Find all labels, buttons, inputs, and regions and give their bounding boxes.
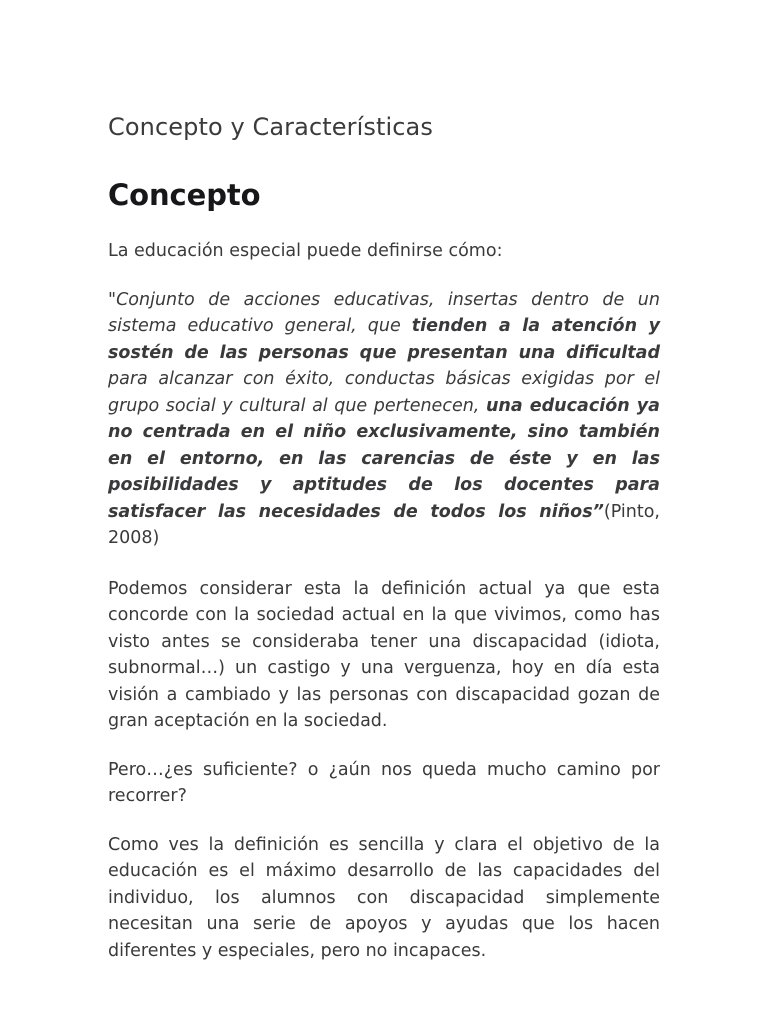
body-paragraph-1: Podemos considerar esta la definición actual ya que esta concorde con la sociedad actual en la que vivimos, como has visto antes se consideraba tener una discapacidad (idiota, subnormal…) un castigo y una verguenza, hoy en día esta visión a cambiado y las personas con discapacidad gozan de gran aceptación en la sociedad. [108, 578, 660, 731]
body-paragraph-3: Como ves la definición es sencilla y clara el objetivo de la educación es el máximo desarrollo de las capacidades del individuo, los alumnos con discapacidad simplemente necesitan una serie de apoyos y ayudas que los hacen diferentes y especiales, pero no incapaces. [108, 834, 660, 961]
quote-close-mark: ” [592, 501, 604, 522]
body-paragraph-2: Pero…¿es suficiente? o ¿aún nos queda mucho camino por recorrer? [108, 759, 660, 806]
blockquote-definition [108, 287, 660, 552]
document-content [108, 112, 660, 964]
quote-bold-segment-2: una educación ya no centrada en el niño exclusivamente, sino también en el entorno, en las carencias de éste y en las posibilidades y aptitudes de los docentes para satisfacer las necesidades de todos los niños [108, 395, 660, 522]
lead-paragraph: La educación especial puede definirse cómo: [108, 241, 503, 261]
quote-italic-segment-2: para alcanzar con éxito, conductas básicas exigidas por el grupo social y cultural al que pertenecen, [108, 369, 660, 416]
quote-bold-segment-1: tienden a la atención y sostén de las personas que presentan una dificultad [108, 316, 660, 363]
quote-italic-segment-1: Conjunto de acciones educativas, insertas dentro de un sistema educativo general, que [108, 289, 660, 336]
quote-citation: (Pinto, 2008) [108, 501, 660, 548]
page-title: Concepto y Características [108, 113, 433, 141]
quote-open-mark: " [108, 289, 117, 310]
section-heading-concepto: Concepto [108, 178, 261, 212]
